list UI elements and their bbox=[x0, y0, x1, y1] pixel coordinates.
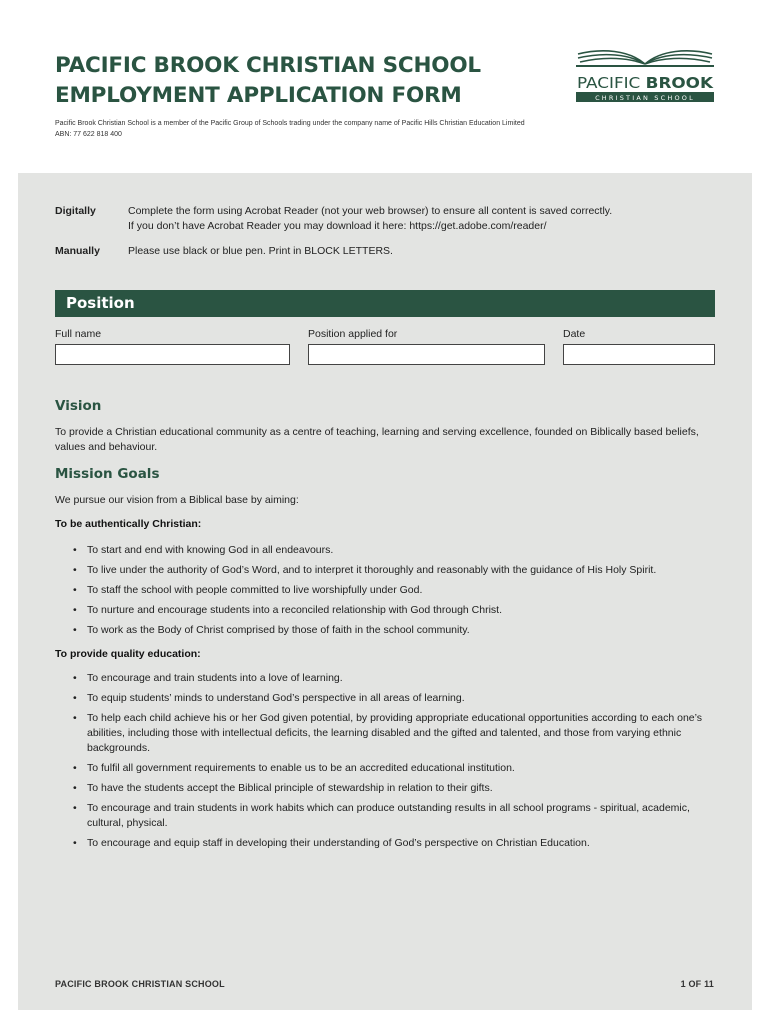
intro-text bbox=[55, 118, 525, 140]
digitally-line-2: If you don’t have Acrobat Reader you may download it here: https://get.adobe.com/reader/ bbox=[128, 220, 547, 232]
intro-abn: ABN: 77 622 818 400 bbox=[55, 131, 122, 138]
date-input[interactable] bbox=[563, 344, 715, 365]
manually-label: Manually bbox=[55, 245, 100, 257]
logo-word-pacific: PACIFIC bbox=[577, 74, 634, 92]
intro-membership: Pacific Brook Christian School is a member of the Pacific Group of Schools trading under the company name of Pacific Hills Christian Education Limited bbox=[55, 120, 525, 127]
group-christian-title: To be authentically Christian: bbox=[55, 518, 202, 530]
list-item: • To encourage and train students into a love of learning. bbox=[73, 671, 715, 686]
list-item: • To live under the authority of God’s Word, and to interpret it thoroughly and reasonably with the guidance of His Holy Spirit. bbox=[73, 563, 715, 578]
list-item: • To equip students’ minds to understand God’s perspective in all areas of learning. bbox=[73, 691, 715, 706]
school-logo bbox=[574, 44, 716, 104]
position-applied-label: Position applied for bbox=[308, 328, 398, 340]
page-title bbox=[55, 51, 481, 111]
footer-school-name: PACIFIC BROOK CHRISTIAN SCHOOL bbox=[55, 979, 225, 989]
footer-page-number: 1 OF 11 bbox=[680, 979, 714, 989]
list-item: • To work as the Body of Christ comprised by those of faith in the school community. bbox=[73, 623, 715, 638]
logo-word-brook: BROOK bbox=[645, 74, 706, 92]
full-name-label: Full name bbox=[55, 328, 102, 340]
list-item: • To encourage and equip staff in developing their understanding of God’s perspective on Christian Education. bbox=[73, 836, 715, 851]
svg-text:PACIFIC BROOK bbox=[577, 74, 715, 92]
list-item: • To help each child achieve his or her God given potential, by providing appropriate educational opportunities according to each one’s abilities, including those with intellectual deficits, the learning disabled and the gifted and talented, and those from varying ethnic backgrounds. bbox=[73, 711, 715, 756]
date-label: Date bbox=[563, 328, 586, 340]
list-item: • To staff the school with people committed to live worshipfully under God. bbox=[73, 583, 715, 598]
title-line-1: PACIFIC BROOK CHRISTIAN SCHOOL bbox=[55, 53, 481, 78]
mission-heading: Mission Goals bbox=[55, 466, 160, 482]
list-item: • To start and end with knowing God in all endeavours. bbox=[73, 543, 715, 558]
list-item: • To encourage and train students in work habits which can produce outstanding results in all school programs - spiritual, academic, cultural, physical. bbox=[73, 801, 715, 831]
christian-goals-list bbox=[73, 543, 715, 643]
group-education-title: To provide quality education: bbox=[55, 648, 201, 660]
digitally-instructions bbox=[128, 204, 612, 234]
manually-instructions: Please use black or blue pen. Print in BLOCK LETTERS. bbox=[128, 245, 393, 257]
position-section-header: Position bbox=[55, 290, 715, 317]
full-name-input[interactable] bbox=[55, 344, 290, 365]
vision-heading: Vision bbox=[55, 398, 102, 414]
position-applied-input[interactable] bbox=[308, 344, 545, 365]
open-book-icon bbox=[578, 51, 712, 64]
title-line-2: EMPLOYMENT APPLICATION FORM bbox=[55, 83, 462, 108]
list-item: • To fulfil all government requirements to enable us to be an accredited educational institution. bbox=[73, 761, 715, 776]
vision-text: To provide a Christian educational community as a centre of teaching, learning and serving excellence, founded on Biblically based beliefs, values and behaviour. bbox=[55, 426, 699, 453]
list-item: • To nurture and encourage students into a reconciled relationship with God through Christ. bbox=[73, 603, 715, 618]
mission-intro: We pursue our vision from a Biblical base by aiming: bbox=[55, 494, 299, 506]
list-item: • To have the students accept the Biblical principle of stewardship in relation to their gifts. bbox=[73, 781, 715, 796]
digitally-label: Digitally bbox=[55, 205, 96, 217]
logo-subtitle: CHRISTIAN SCHOOL bbox=[595, 94, 695, 102]
digitally-line-1: Complete the form using Acrobat Reader (not your web browser) to ensure all content is saved correctly. bbox=[128, 205, 613, 217]
education-goals-list bbox=[73, 671, 715, 856]
